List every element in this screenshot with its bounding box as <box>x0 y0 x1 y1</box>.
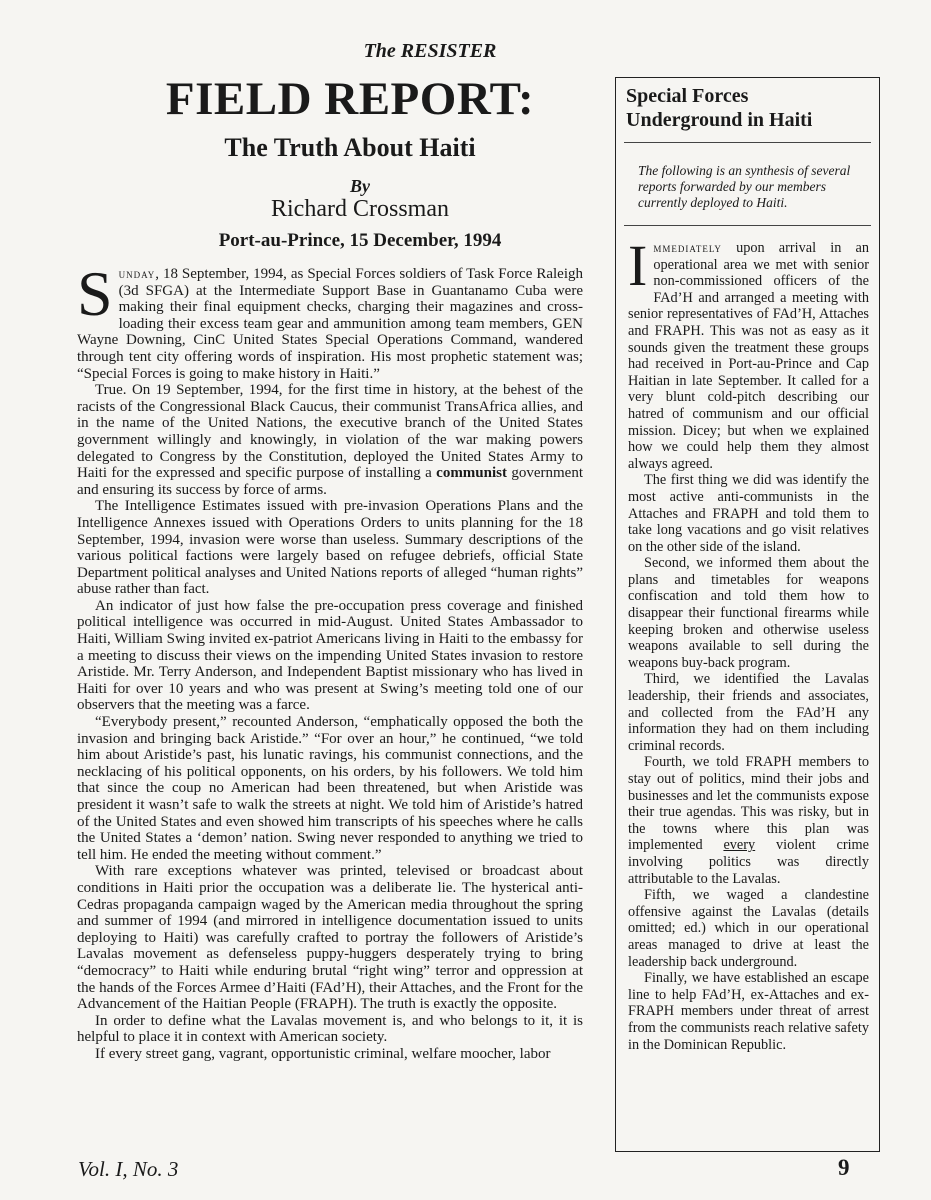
article-paragraph: With rare exceptions whatever was printed, televised or broadcast about conditions in Haiti prior the occupation was a deliberate lie. The hysterical anti-Cedras propaganda campaign waged by the American media throughout the spring and summer of 1994 (and mirrored in intelligence documentation issued to units deploying to Haiti) was carefully crafted to portray the followers of Aristide’s Lavalas movement as defenseless puppy-huggers desperately trying to bring “democracy” to Haiti while enduring brutal “right wing” terror and oppression at the hands of the Forces Armee d’Haiti (FAd’H), their Attaches, and the Front for the Advancement of the Haitian People (FRAPH). The truth is exactly the opposite. <box>77 863 583 1013</box>
volume-label: Vol. I, No. 3 <box>78 1157 179 1181</box>
article-paragraph: An indicator of just how false the pre-occupation press coverage and finished political intelligence was occurred in mid-August. United States Ambassador to Haiti, William Swing invited ex-patriot Americans living in Haiti to the embassy for a meeting to discuss their views on the impending United States invasion to restore Aristide. Mr. Terry Anderson, and Independent Baptist missionary who has lived in Haiti for over 10 years and who was present at Swing’s meeting told one of our observers that the meeting was a farce. <box>77 597 583 714</box>
main-article <box>77 266 583 1152</box>
paragraph-text: government and ensuring its success by force of arms. <box>77 465 583 498</box>
drop-cap: I <box>628 233 648 298</box>
underlined-word: every <box>723 837 756 854</box>
paragraph-text: upon arrival in an operational area we met with senior non-commissioned officers of the FAd’H and arranged a meeting with senior representatives of FAd’H, Attaches and FRAPH. This was not as easy as it sounds given the treatment these groups had received in Port-au-Prince and Cap Haitian in late September. It called for a very blunt cold-pitch describing our hatred of communism and our official mission. Dicey; but when we explained how we could help them they almost always agreed. <box>628 240 869 472</box>
sidebar-paragraph: Fifth, we waged a clandestine offensive against the Lavalas (details omitted; ed.) which in our operational areas managed to drive at least the leadership back underground. <box>628 887 869 970</box>
paragraph-text: True. On 19 September, 1994, for the first time in history, at the behest of the racists of the Congressional Black Caucus, their communist TransAfrica allies, and in the name of the United Nations, the executive branch of the United States government willingly and knowingly, in violation of the war making powers delegated to Congress by the Constitution, deployed the United States Army to Haiti for the expressed and specific purpose of installing a <box>77 382 583 482</box>
sidebar-paragraph <box>628 233 869 472</box>
article-paragraph <box>77 382 583 498</box>
sidebar-intro: The following is an synthesis of several reports forwarded by our members currently deployed to Haiti. <box>638 163 851 210</box>
page-number: 9 <box>838 1155 850 1180</box>
subheadline: The Truth About Haiti <box>224 133 476 162</box>
article-paragraph: “Everybody present,” recounted Anderson, “emphatically opposed the both the invasion and bringing back Aristide.” “For over an hour,” he continued, “we told him about Aristide’s past, his lunatic ravings, his communist connections, and the necklacing of his political opponents, on his orders, by his followers. We told him that since the coup no American had been threatened, but when Aristide was president it wasn’t safe to walk the streets at night. We told him of Aristide’s hatred of the United States and even showed him transcripts of his speeches where he calls the United States a ‘demon’ nation. Swing never responded to anything we tried to tell him. He ended the meeting without comment.” <box>77 714 583 863</box>
dateline: Port-au-Prince, 15 December, 1994 <box>218 230 502 251</box>
sidebar-body <box>628 233 870 1053</box>
sidebar-box <box>615 77 880 1152</box>
sidebar-divider <box>624 225 871 226</box>
article-paragraph <box>77 266 583 382</box>
sidebar-paragraph: Finally, we have established an escape line to help FAd’H, ex-Attaches and ex-FRAPH members under threat of arrest from the communists reach relative safety in the Dominican Republic. <box>628 970 869 1053</box>
sidebar-paragraph: The first thing we did was identify the most active anti-communists in the Attaches and FRAPH and told them to take long vacations and go visit relatives on the other side of the island. <box>628 472 869 555</box>
paragraph-text: Fourth, we told FRAPH members to stay out of politics, mind their jobs and businesses and let the communists expose their true agendas. This was risky, but in the towns where this plan was implemented <box>628 754 869 854</box>
drop-cap: S <box>77 266 113 329</box>
sidebar-paragraph: Second, we informed them about the plans and timetables for weapons confiscation and told them how to disappear their functional firearms while keeping broken and otherwise useless weapons available to sell during the weapons buy-back program. <box>628 555 869 671</box>
paragraph-text: , 18 September, 1994, as Special Forces soldiers of Task Force Raleigh (3d SFGA) at the Intermediate Support Base in Guantanamo Cuba were making their final equipment checks, charging their magazines and cross-loading their excess team gear and ammunition among team members, GEN Wayne Downing, CinC United States Special Operations Command, wandered through tent city offering words of inspiration. His most prophetic statement was; “Special Forces is going to make history in Haiti.” <box>77 266 583 382</box>
article-paragraph: If every street gang, vagrant, opportunistic criminal, welfare moocher, labor <box>95 1045 551 1062</box>
article-paragraph: The Intelligence Estimates issued with pre-invasion Operations Plans and the Intelligence Annexes issued with Operations Orders to units planning for the 18 September, 1994, invasion were worse than useless. Summary descriptions of the various political factions were largely based on refugee debriefs, official State Department political analyses and United Nations reports of alleged “human rights” abuse rather than fact. <box>77 498 583 598</box>
smallcaps-lead: mmediately <box>653 240 722 255</box>
emphasis-word: communist <box>436 465 507 482</box>
publication-name: The RESISTER <box>363 40 497 62</box>
paragraph-text: violent crime involving politics was directly attributable to the Lavalas. <box>628 837 870 887</box>
smallcaps-lead: unday <box>118 266 156 281</box>
sidebar-divider <box>624 142 871 143</box>
article-paragraph: In order to define what the Lavalas movement is, and who belongs to it, it is helpful to place it in context with American society. <box>77 1012 583 1046</box>
author-name: Richard Crossman <box>271 196 449 222</box>
sidebar-paragraph: Third, we identified the Lavalas leadership, their friends and associates, and collected from the FAd’H any information they had on them including criminal records. <box>628 671 869 754</box>
sidebar-paragraph <box>628 754 869 887</box>
byline-label: By <box>350 176 370 196</box>
sidebar-title: Special Forces Underground in Haiti <box>626 85 813 131</box>
headline: FIELD REPORT: <box>165 73 535 125</box>
